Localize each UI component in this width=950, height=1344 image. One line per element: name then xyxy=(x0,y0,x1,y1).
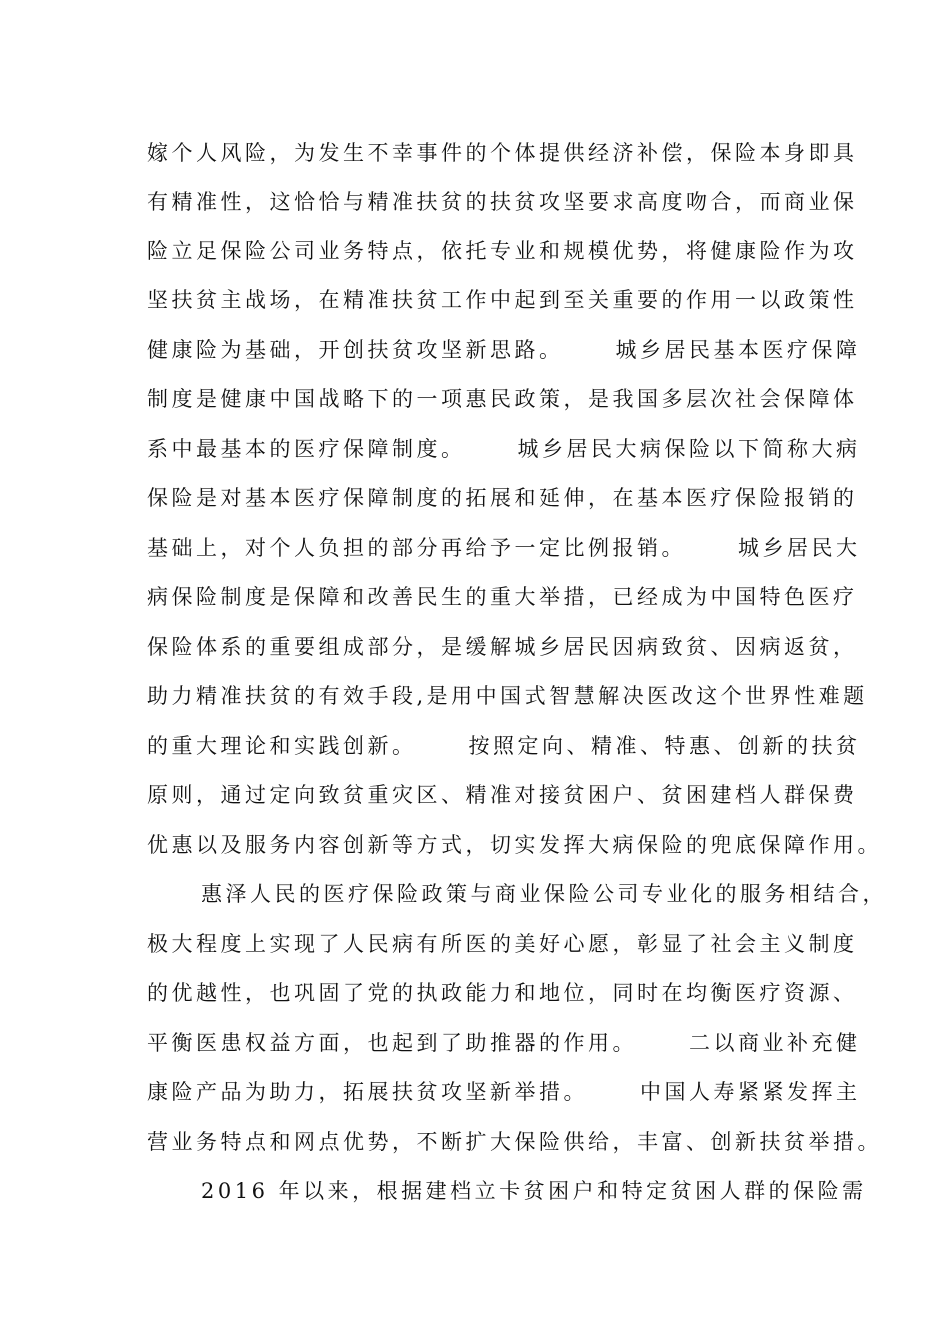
text-line: 平衡医患权益方面，也起到了助推器的作用。 二以商业补充健 xyxy=(147,1031,861,1055)
text-line: 极大程度上实现了人民病有所医的美好心愿，彰显了社会主义制度 xyxy=(147,932,858,956)
text-line: 险立足保险公司业务特点，依托专业和规模优势，将健康险作为攻 xyxy=(147,239,858,263)
text-line: 制度是健康中国战略下的一项惠民政策，是我国多层次社会保障体 xyxy=(147,387,858,411)
text-line: 营业务特点和网点优势，不断扩大保险供给，丰富、创新扶贫举措。 xyxy=(147,1130,882,1154)
paragraph-first-line: 惠泽人民的医疗保险政策与商业保险公司专业化的服务相结合， xyxy=(201,882,887,906)
text-line: 健康险为基础，开创扶贫攻坚新思路。 城乡居民基本医疗保障 xyxy=(147,338,861,362)
text-line: 优惠以及服务内容创新等方式，切实发挥大病保险的兜底保障作用。 xyxy=(147,833,882,857)
text-line: 助力精准扶贫的有效手段,是用中国式智慧解决医改这个世界性难题 xyxy=(147,684,868,708)
text-line: 康险产品为助力，拓展扶贫攻坚新举措。 中国人寿紧紧发挥主 xyxy=(147,1080,861,1104)
paragraph-first-line: 2016 年以来，根据建档立卡贫困户和特定贫困人群的保险需 xyxy=(201,1179,867,1203)
text-line: 的重大理论和实践创新。 按照定向、精准、特惠、创新的扶贫 xyxy=(147,734,861,758)
text-line: 基础上，对个人负担的部分再给予一定比例报销。 城乡居民大 xyxy=(147,536,861,560)
text-line: 保险体系的重要组成部分，是缓解城乡居民因病致贫、因病返贫， xyxy=(147,635,858,659)
text-line: 病保险制度是保障和改善民生的重大举措，已经成为中国特色医疗 xyxy=(147,585,858,609)
text-line: 保险是对基本医疗保障制度的拓展和延伸，在基本医疗保险报销的 xyxy=(147,486,858,510)
text-line: 的优越性，也巩固了党的执政能力和地位，同时在均衡医疗资源、 xyxy=(147,981,858,1005)
text-line: 系中最基本的医疗保障制度。 城乡居民大病保险以下简称大病 xyxy=(147,437,861,461)
text-line: 有精准性，这恰恰与精准扶贫的扶贫攻坚要求高度吻合，而商业保 xyxy=(147,190,858,214)
text-line: 嫁个人风险，为发生不幸事件的个体提供经济补偿，保险本身即具 xyxy=(147,141,858,165)
text-line: 坚扶贫主战场，在精准扶贫工作中起到至关重要的作用一以政策性 xyxy=(147,288,858,312)
text-line: 原则，通过定向致贫重灾区、精准对接贫困户、贫困建档人群保费 xyxy=(147,783,858,807)
